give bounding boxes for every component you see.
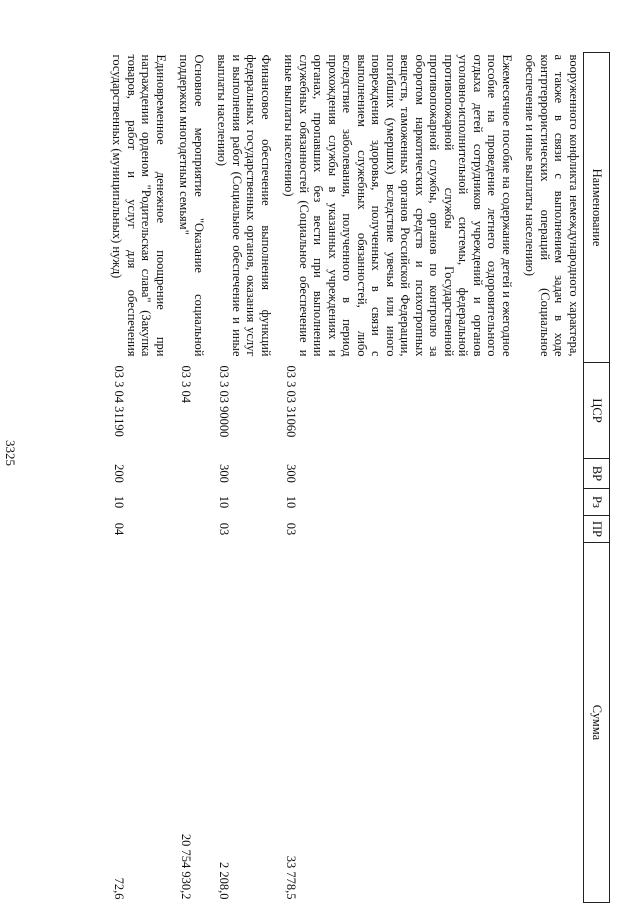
- row-pr: 04: [112, 522, 127, 536]
- row-sum: 72,6: [112, 877, 127, 900]
- row-rz: 10: [284, 495, 299, 509]
- page-number: 3325: [3, 440, 18, 466]
- row-pr: 03: [284, 522, 299, 536]
- column-header-csr: ЦСР: [584, 363, 610, 459]
- row-vr: [514, 459, 584, 489]
- column-header-rz: Рз: [584, 489, 610, 516]
- row-pr: [514, 516, 584, 543]
- budget-table-container: [101, 52, 610, 902]
- row-csr: 03 3 04 31190: [112, 365, 127, 437]
- table-row: [514, 53, 584, 903]
- row-vr: 300: [217, 464, 232, 483]
- row-name: Ежемесячное пособие на содержание детей и ежегодное пособие на проведение летнего оздоровительного отдыха детей сотрудников учреждений и органов уголовно-исполнительной системы, федеральной противопожарной службы Государственной противопожарной службы, органов по контролю за оборотом наркотических средств и психотропных веществ, таможенных органов Российской Федерации, погибших (умерших) вследствие увечья или иного повреждения здоровья, полученных в связи с выполнением служебных обязанностей, либо вследствие заболевания, полученного в период прохождения службы в указанных учреждениях и органах, пропавших без вести при выполнении служебных обязанностей (Социальное обеспечение и иные выплаты населению): [282, 54, 514, 357]
- row-csr: 03 3 03 90000: [217, 365, 232, 438]
- row-name: вооруженного конфликта немеждународного характера, а также в связи с выполнением задач в ходе контртеррористических операций (Социальное обеспечение и иные выплаты населению): [523, 54, 581, 357]
- row-csr: [514, 363, 584, 459]
- row-vr: 200: [112, 464, 127, 483]
- column-header-name: Наименование: [584, 53, 610, 363]
- budget-table: [101, 52, 610, 903]
- row-pr: 03: [217, 522, 232, 536]
- table-row: [168, 53, 206, 903]
- column-header-vr: ВР: [584, 459, 610, 489]
- column-header-sum: Сумма: [584, 543, 610, 903]
- row-rz: [514, 489, 584, 516]
- row-name: Основное мероприятие "Оказание социальной поддержки многодетным семьям": [177, 54, 206, 357]
- row-name: Финансовое обеспечение выполнения функций федеральных государственных органов, оказания услуг и выполнения работ (Социальное обеспечение и иные выплаты населению): [215, 54, 273, 357]
- row-vr: [168, 459, 206, 489]
- row-sum: 2 208,0: [217, 862, 232, 900]
- row-sum: 20 754 930,2: [179, 833, 194, 900]
- row-csr: 03 3 04: [179, 365, 194, 403]
- row-sum: [514, 543, 584, 903]
- row-vr: 300: [284, 464, 299, 483]
- row-name: Единовременное денежное поощрение при награждении орденом "Родительская слава" (Закупка товаров, работ и услуг для обеспечения государственных (муниципальных) нужд): [110, 54, 168, 357]
- table-row: [273, 53, 514, 903]
- row-rz: [168, 489, 206, 516]
- row-rz: 10: [112, 495, 127, 509]
- row-pr: [168, 516, 206, 543]
- table-row: [206, 53, 273, 903]
- table-row: [101, 53, 168, 903]
- row-csr: 03 3 03 31060: [284, 365, 299, 438]
- row-sum: 33 778,5: [284, 855, 299, 900]
- table-header-row: [584, 53, 610, 903]
- row-rz: 10: [217, 495, 232, 509]
- column-header-pr: ПР: [584, 516, 610, 543]
